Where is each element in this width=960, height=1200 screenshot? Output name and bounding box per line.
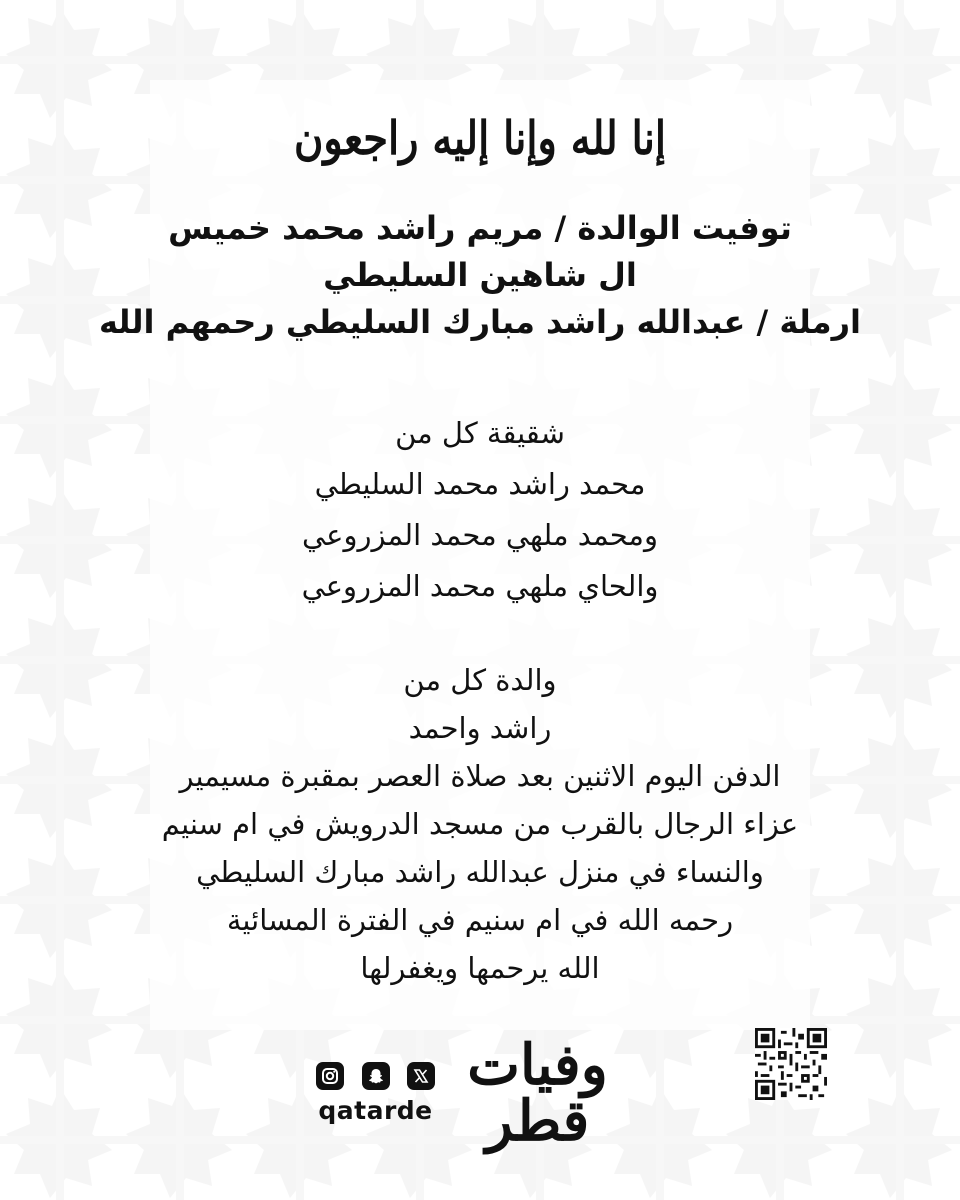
detail-line: رحمه الله في ام سنيم في الفترة المسائية — [226, 903, 734, 937]
sibling-name: محمد راشد محمد السليطي — [314, 467, 646, 501]
brand-logo-text: وفيات قطر — [467, 1032, 608, 1154]
headline-line-2: ال شاهين السليطي — [323, 256, 637, 294]
quran-verse-calligraphy — [290, 88, 670, 188]
headline — [60, 205, 900, 346]
social-links — [308, 1062, 443, 1125]
children-names: راشد واحمد — [408, 711, 552, 745]
brand-logo — [455, 1018, 620, 1168]
headline-line-1: توفيت الوالدة / مريم راشد محمد خميس — [168, 209, 792, 247]
siblings-heading: شقيقة كل من — [395, 416, 565, 450]
headline-line-3: ارملة / عبدالله راشد مبارك السليطي رحمهم الله — [98, 303, 861, 341]
x-icon[interactable] — [407, 1062, 435, 1090]
qr-code-icon[interactable] — [755, 1028, 827, 1100]
instagram-icon[interactable] — [316, 1062, 344, 1090]
detail-line: عزاء الرجال بالقرب من مسجد الدرويش في ام سنيم — [161, 807, 799, 841]
snapchat-icon[interactable] — [362, 1062, 390, 1090]
sibling-name: ومحمد ملهي محمد المزروعي — [302, 518, 658, 552]
sibling-name: والحاي ملهي محمد المزروعي — [301, 569, 659, 603]
social-handle[interactable]: qatarde — [318, 1096, 433, 1125]
details-section — [60, 656, 900, 992]
detail-line: والنساء في منزل عبدالله راشد مبارك السليطي — [196, 855, 764, 889]
children-heading: والدة كل من — [403, 663, 557, 697]
detail-line: الله يرحمها ويغفرلها — [360, 951, 600, 985]
siblings-section — [60, 408, 900, 612]
detail-line: الدفن اليوم الاثنين بعد صلاة العصر بمقبرة مسيمير — [179, 759, 781, 793]
verse-text: إنا لله وإنا إليه راجعون — [293, 110, 667, 166]
